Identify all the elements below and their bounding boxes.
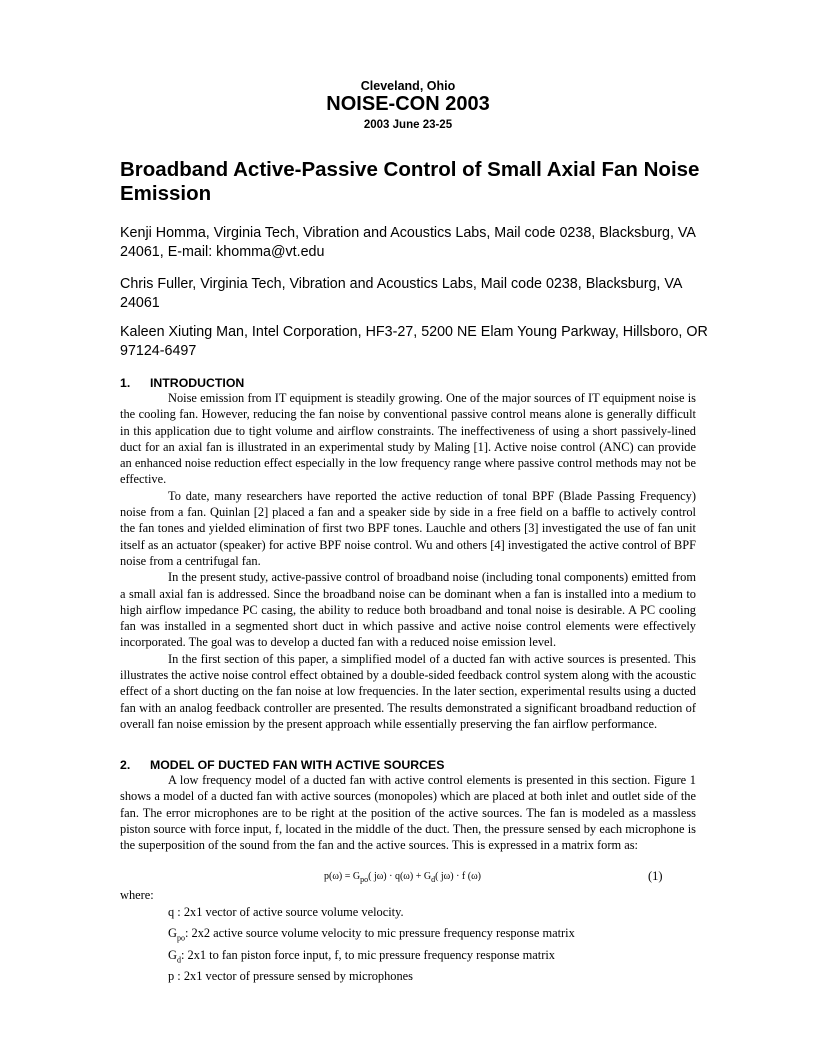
conference-name: NOISE-CON 2003 (326, 93, 490, 115)
where-label: where: (120, 888, 154, 902)
model-body (120, 772, 696, 853)
paragraph: To date, many researchers have reported the active reduction of tonal BPF (Blade Passing Frequency) noise from a fan. Quinlan [2] placed a fan and a speaker side by side in a free field on a baffle to actively control the fan tones and yielded elimination of first two BPF tones. Lauchle and others [3] investigated the use of fan unit itself as an actuator (speaker) for active BPF noise control. Wu and others [4] investigated the active control of BPF noise from a centrifugal fan. (120, 488, 696, 568)
paragraph: In the first section of this paper, a simplified model of a ducted fan with active sources is presented. This illustrates the active noise control effect obtained by a double-sided feedback control system along with the acoustic effect of a short ducting on the fan noise at low frequencies. In the later section, experimental results using a ducted fan with an analog feedback controller are presented. The results demonstrated a significant broadband reduction of overall fan noise emission by the present approach while essentially preserving the fan airflow performance. (120, 651, 696, 731)
paper-title: Broadband Active-Passive Control of Small Axial Fan Noise Emission (120, 158, 700, 205)
section-title: INTRODUCTION (150, 376, 245, 390)
section-title: MODEL OF DUCTED FAN WITH ACTIVE SOURCES (150, 758, 445, 772)
definition-gpo: $G_{po}$: 2x2 active source volume velocity to mic pressure frequency response matrix (168, 926, 575, 943)
symbol-definitions (168, 904, 708, 990)
section-heading-model (120, 758, 444, 772)
section-number: 2. (120, 758, 131, 772)
paragraph: Noise emission from IT equipment is steadily growing. One of the major sources of IT equipment noise is the cooling fan. However, reducing the fan noise by conventional passive control means alone is generally difficult in this application due to tight volume and airflow constraints. The ineffectiveness of using a short passively-lined duct for an axial fan is illustrated in an experimental study by Maling [1]. Active noise control (ANC) can provide an enhanced noise reduction effect especially in the low frequency range where passive control methods may not be effective. (120, 391, 696, 487)
equation-1 (120, 869, 696, 887)
conference-location: Cleveland, Ohio (360, 79, 456, 93)
author-homma: Kenji Homma, Virginia Tech, Vibration and Acoustics Labs, Mail code 0238, Blacksburg, VA 24061, E-mail: khomma@vt.edu (120, 225, 696, 260)
equation-number: (1) (648, 869, 663, 883)
section-heading-introduction (120, 376, 244, 390)
section-number: 1. (120, 376, 131, 390)
author-fuller: Chris Fuller, Virginia Tech, Vibration and Acoustics Labs, Mail code 0238, Blacksburg, VA 24061 (120, 276, 682, 311)
conference-dates: 2003 June 23-25 (363, 119, 453, 131)
paragraph: In the present study, active-passive control of broadband noise (including tonal components) emitted from a small axial fan is addressed. Since the broadband noise can be dominant when a fan is installed into a medium to high airflow impedance PC casing, the ability to reduce both broadband and tonal noise is desirable. A PC cooling fan was installed in a segmented short duct in which passive and active noise control elements were effectively incorporated. The goal was to develop a ducted fan with a reduced noise emission level. (120, 570, 696, 650)
definition-gd: $G_d$: 2x1 to fan piston force input, f, to mic pressure frequency response matrix (168, 947, 555, 965)
paragraph: A low frequency model of a ducted fan with active control elements is presented in this section. Figure 1 shows a model of a ducted fan with active sources (monopoles) which are placed at both inlet and outlet side of the fan. The error microphones are to be right at the position of the active sources. The fan is modeled as a massless piston source with force input, f, located in the middle of the duct. Then, the pressure sensed by each microphone is the superposition of the sound from the fan and the active sources. This is expressed in a matrix form as: (120, 773, 696, 853)
author-man: Kaleen Xiuting Man, Intel Corporation, HF3-27, 5200 NE Elam Young Parkway, Hillsboro, OR 97124-6497 (120, 324, 708, 359)
definition-q: q : 2x1 vector of active source volume velocity. (168, 905, 404, 919)
definition-p: p : 2x1 vector of pressure sensed by microphones (168, 969, 414, 984)
equation-expression: $p(\omega) = G_{po}$( $j\omega) \cdot q(\omega) + G_d$( jω) · f (ω) (324, 871, 482, 884)
introduction-body (120, 390, 696, 732)
